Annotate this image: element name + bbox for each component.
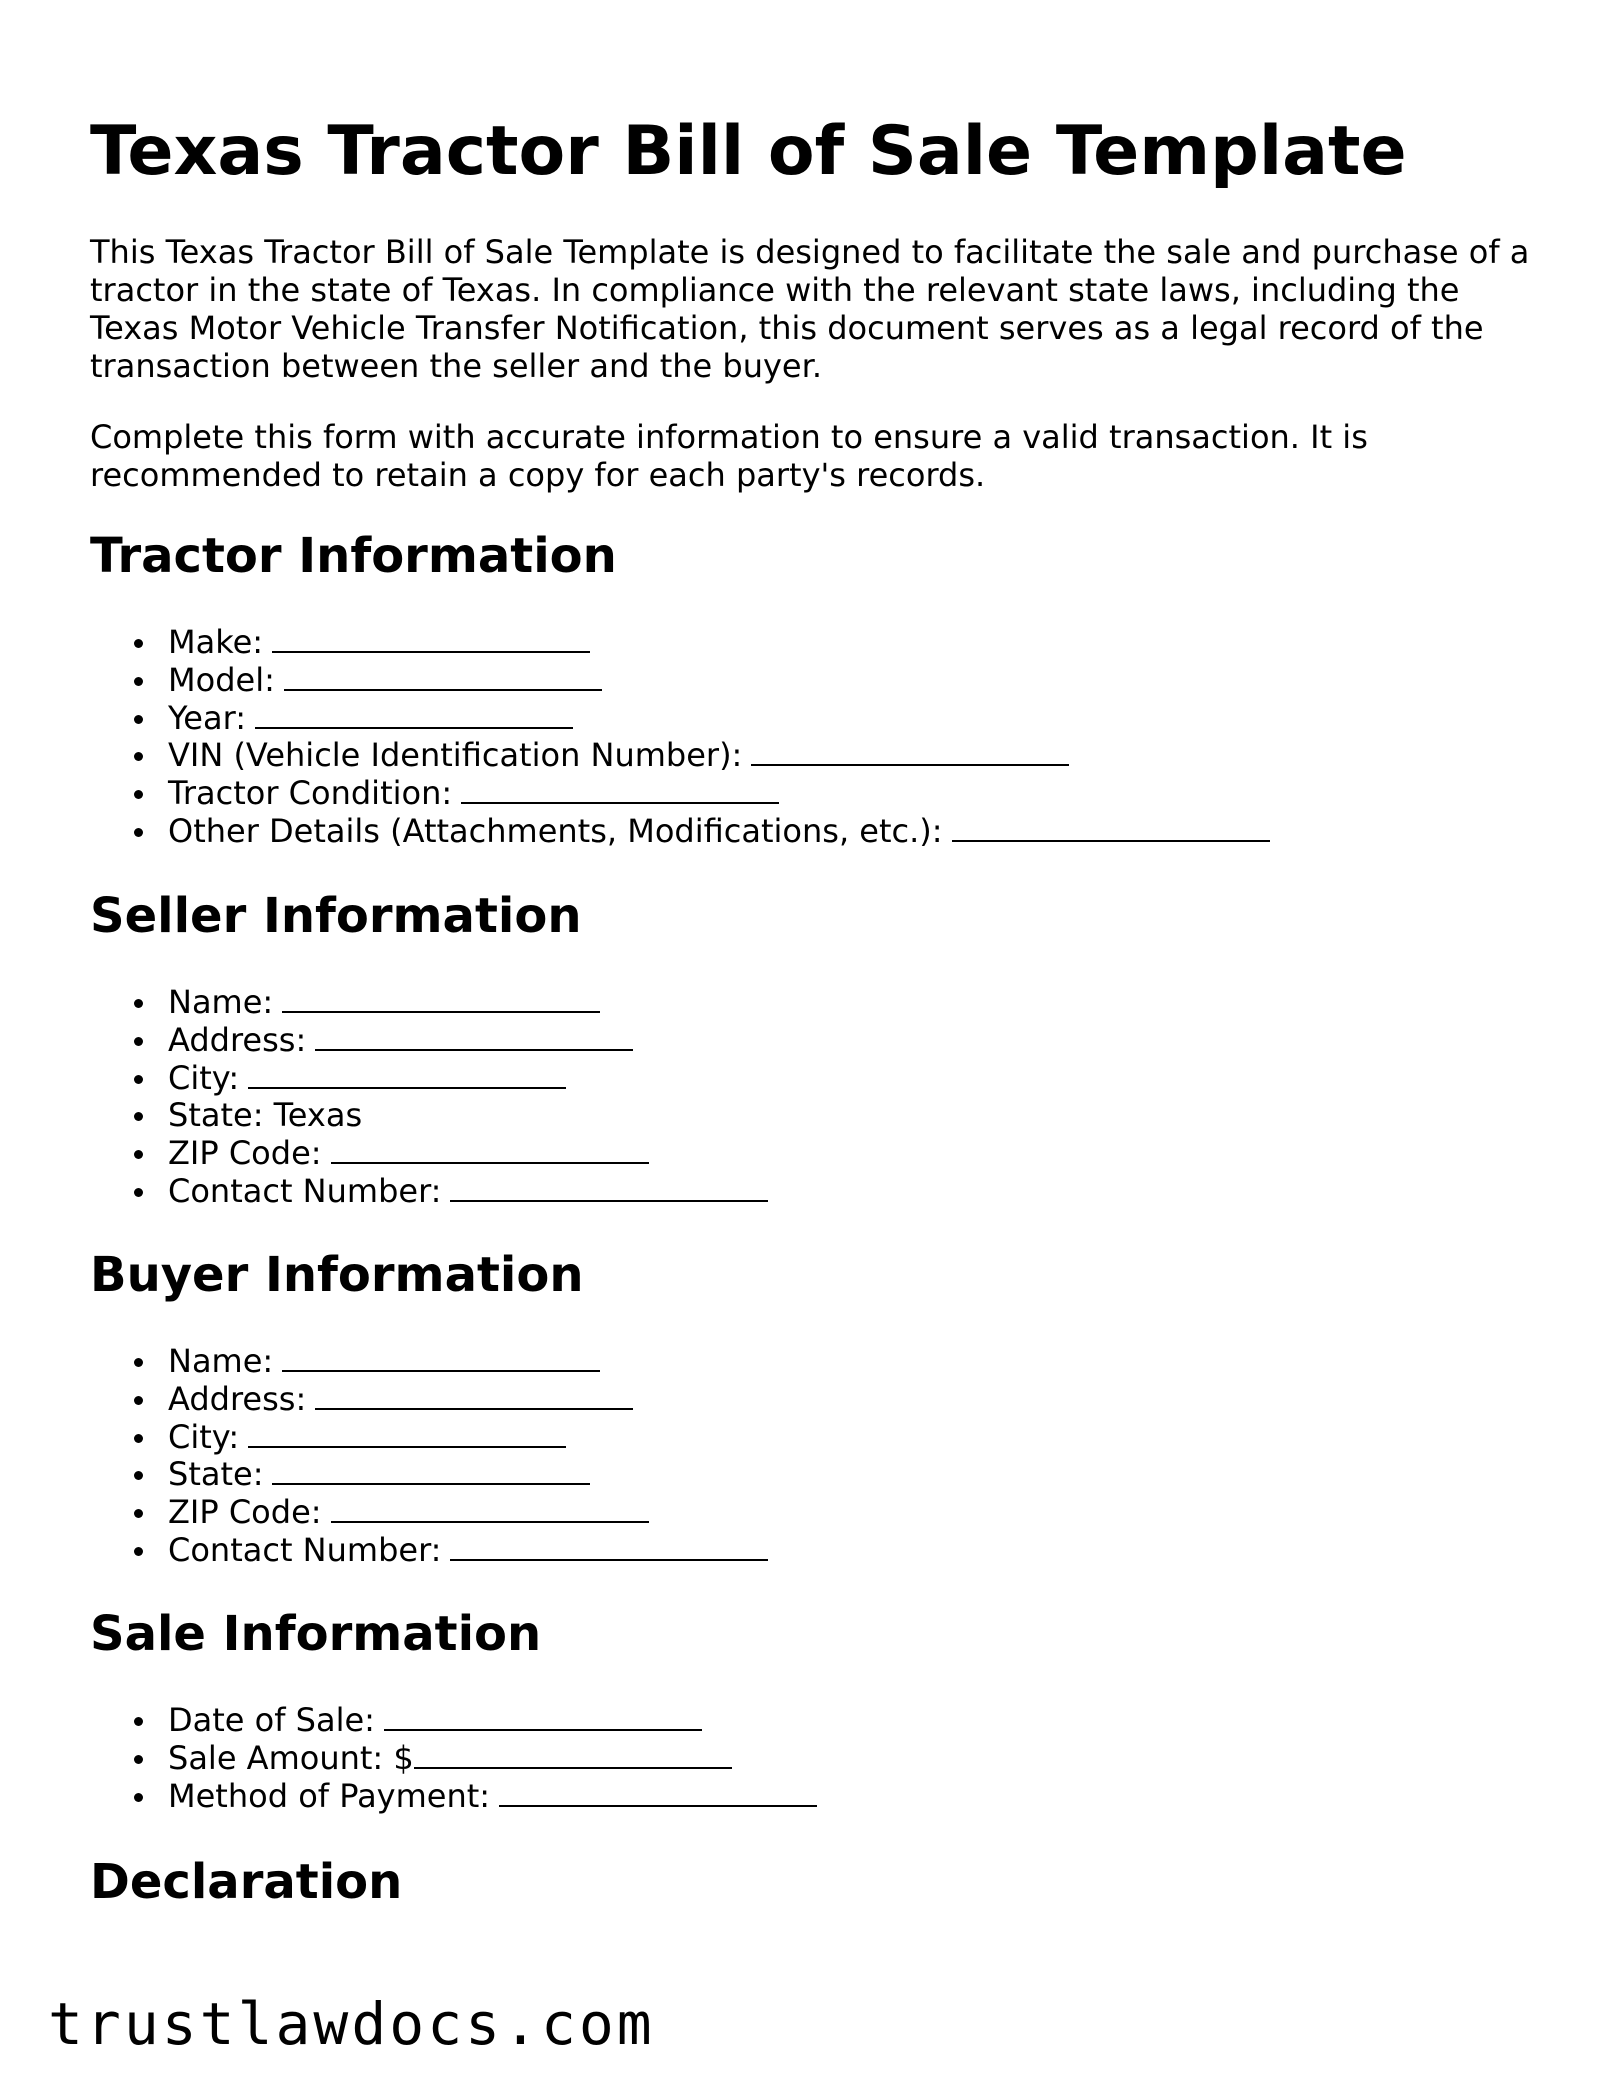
- list-item-make: [168, 624, 1270, 662]
- list-item-buyer-contact: [168, 1532, 768, 1570]
- fill-in-blank[interactable]: [282, 985, 600, 1013]
- fill-in-blank[interactable]: [282, 1344, 600, 1372]
- field-label: Sale Amount: $: [168, 1738, 414, 1777]
- field-label: City:: [168, 1058, 240, 1097]
- list-item-buyer-state: [168, 1456, 768, 1494]
- fill-in-blank[interactable]: [255, 701, 573, 729]
- fill-in-blank[interactable]: [248, 1061, 566, 1089]
- watermark-text: trustlawdocs.com: [48, 1990, 655, 2058]
- seller-information-list: [90, 984, 768, 1211]
- intro-paragraph-1: This Texas Tractor Bill of Sale Template is designed to facilitate the sale and purchase of a tractor in the state of Texas. In compliance with the relevant state laws, including the Texas Motor Vehicle Transfer Notification, this document serves as a legal record of the transaction between the seller and the buyer.: [90, 233, 1530, 385]
- list-item-buyer-address: [168, 1381, 768, 1419]
- fill-in-blank[interactable]: [751, 738, 1069, 766]
- field-label: Year:: [168, 698, 246, 737]
- field-label: VIN (Vehicle Identification Number):: [168, 736, 743, 775]
- tractor-information-heading: Tractor Information: [90, 528, 617, 584]
- fill-in-blank[interactable]: [414, 1741, 732, 1769]
- field-label: Tractor Condition:: [168, 774, 453, 813]
- field-label: State:: [168, 1455, 264, 1494]
- fill-in-blank[interactable]: [450, 1174, 768, 1202]
- list-item-year: [168, 700, 1270, 738]
- fill-in-blank[interactable]: [315, 1382, 633, 1410]
- list-item-buyer-zip: [168, 1494, 768, 1532]
- field-label: Method of Payment:: [168, 1776, 491, 1815]
- field-label: Other Details (Attachments, Modifications, etc.):: [168, 811, 943, 850]
- field-label: Contact Number:: [168, 1530, 442, 1569]
- sale-information-list: [90, 1702, 817, 1815]
- fill-in-blank[interactable]: [331, 1136, 649, 1164]
- fill-in-blank[interactable]: [284, 663, 602, 691]
- field-label: Model:: [168, 660, 275, 699]
- list-item-buyer-name: [168, 1343, 768, 1381]
- fill-in-blank[interactable]: [272, 1457, 590, 1485]
- list-item-sale-amount: [168, 1740, 817, 1778]
- field-label: Name:: [168, 1342, 274, 1380]
- field-label: ZIP Code:: [168, 1134, 322, 1173]
- list-item-date-of-sale: [168, 1702, 817, 1740]
- fill-in-blank[interactable]: [315, 1023, 633, 1051]
- list-item-seller-zip: [168, 1135, 768, 1173]
- tractor-information-list: [90, 624, 1270, 851]
- field-label: City:: [168, 1417, 240, 1456]
- list-item-method-of-payment: [168, 1778, 817, 1816]
- field-label: State: Texas: [168, 1096, 363, 1135]
- list-item-seller-state: [168, 1097, 768, 1135]
- fill-in-blank[interactable]: [272, 625, 590, 653]
- field-label: Address:: [168, 1020, 307, 1059]
- intro-paragraph-2: Complete this form with accurate information to ensure a valid transaction. It is recommended to retain a copy for each party's records.: [90, 418, 1368, 494]
- list-item-seller-name: [168, 984, 768, 1022]
- fill-in-blank[interactable]: [384, 1703, 702, 1731]
- list-item-seller-address: [168, 1022, 768, 1060]
- list-item-vin: [168, 737, 1270, 775]
- fill-in-blank[interactable]: [499, 1779, 817, 1807]
- field-label: Date of Sale:: [168, 1701, 375, 1739]
- page-title: Texas Tractor Bill of Sale Template: [90, 112, 1407, 191]
- list-item-tractor-condition: [168, 775, 1270, 813]
- field-label: Name:: [168, 983, 274, 1021]
- buyer-information-heading: Buyer Information: [90, 1247, 584, 1303]
- fill-in-blank[interactable]: [450, 1533, 768, 1561]
- field-label: ZIP Code:: [168, 1493, 322, 1532]
- seller-information-heading: Seller Information: [90, 888, 582, 944]
- fill-in-blank[interactable]: [952, 814, 1270, 842]
- sale-information-heading: Sale Information: [90, 1606, 542, 1662]
- fill-in-blank[interactable]: [331, 1495, 649, 1523]
- declaration-heading: Declaration: [90, 1854, 403, 1910]
- field-label: Contact Number:: [168, 1171, 442, 1210]
- fill-in-blank[interactable]: [461, 776, 779, 804]
- list-item-seller-city: [168, 1060, 768, 1098]
- list-item-model: [168, 662, 1270, 700]
- field-label: Make:: [168, 623, 264, 661]
- list-item-seller-contact: [168, 1173, 768, 1211]
- buyer-information-list: [90, 1343, 768, 1570]
- list-item-other-details: [168, 813, 1270, 851]
- fill-in-blank[interactable]: [248, 1420, 566, 1448]
- list-item-buyer-city: [168, 1419, 768, 1457]
- field-label: Address:: [168, 1379, 307, 1418]
